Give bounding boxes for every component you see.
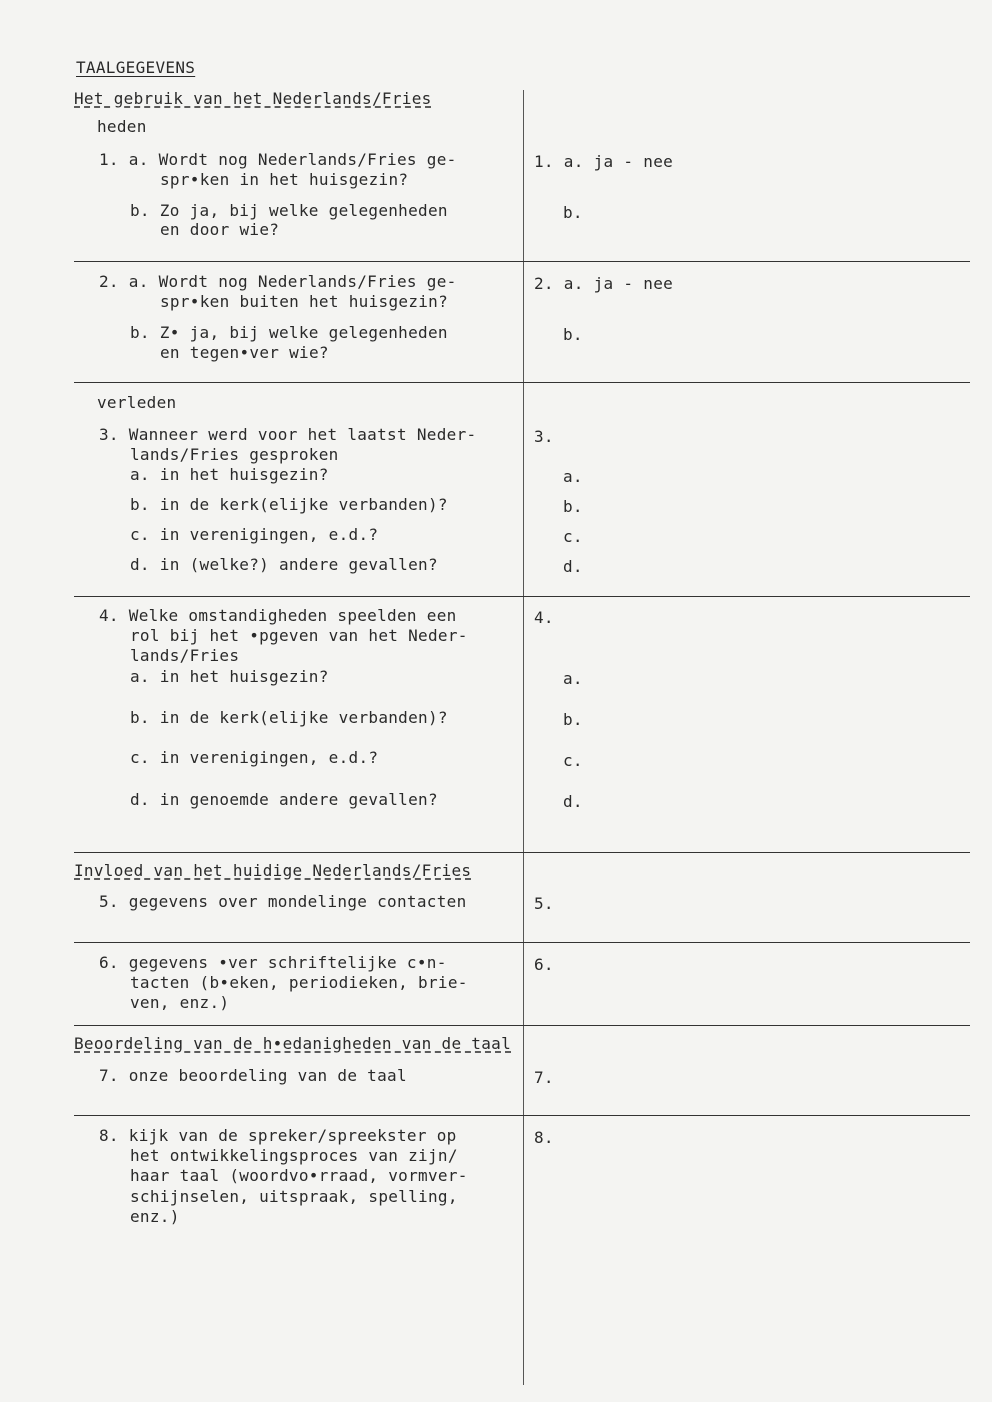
answer-3b: b.: [563, 497, 583, 516]
q8-line3: haar taal (woordvo•rraad, vormver-: [130, 1166, 468, 1185]
answer-4a: a.: [563, 669, 583, 688]
q1b-line2: en door wie?: [160, 220, 280, 239]
q4-line2: rol bij het •pgeven van het Neder-: [130, 626, 468, 645]
answer-4b: b.: [563, 710, 583, 729]
q6-line1: 6. gegevens •ver schriftelijke c•n-: [99, 953, 447, 972]
answer-2b: b.: [563, 325, 583, 344]
q8-line5: enz.): [130, 1207, 180, 1226]
divider: [74, 596, 970, 597]
q3c: c. in verenigingen, e.d.?: [130, 525, 379, 544]
answer-6: 6.: [534, 955, 554, 974]
q6-line3: ven, enz.): [130, 993, 230, 1012]
divider: [74, 1025, 970, 1026]
answer-4: 4.: [534, 608, 554, 627]
answer-2a: 2. a. ja - nee: [534, 274, 674, 293]
q1b-line1: b. Zo ja, bij welke gelegenheden: [130, 201, 448, 220]
q4-line3: lands/Fries: [130, 646, 240, 665]
subhead-verleden: verleden: [97, 393, 177, 412]
q2b-line2: en tegen•ver wie?: [160, 343, 329, 362]
q4a: a. in het huisgezin?: [130, 667, 329, 686]
subhead-heden: heden: [97, 117, 147, 136]
section-heading-usage: Het gebruik van het Nederlands/Fries: [74, 89, 432, 108]
divider: [74, 382, 970, 383]
q4-line1: 4. Welke omstandigheden speelden een: [99, 606, 457, 625]
q1a-line1: 1. a. Wordt nog Nederlands/Fries ge-: [99, 150, 457, 169]
answer-7: 7.: [534, 1068, 554, 1087]
answer-1b: b.: [563, 203, 583, 222]
q5: 5. gegevens over mondelinge contacten: [99, 892, 467, 911]
section-heading-assessment: Beoordeling van de h•edanigheden van de taal: [74, 1034, 512, 1053]
answer-4c: c.: [563, 751, 583, 770]
q2b-line1: b. Z• ja, bij welke gelegenheden: [130, 323, 448, 342]
q4d: d. in genoemde andere gevallen?: [130, 790, 438, 809]
answer-4d: d.: [563, 792, 583, 811]
answer-3a: a.: [563, 467, 583, 486]
answer-8: 8.: [534, 1128, 554, 1147]
q2a-line2: spr•ken buiten het huisgezin?: [160, 292, 449, 311]
divider: [74, 1115, 970, 1116]
q8-line4: schijnselen, uitspraak, spelling,: [130, 1187, 458, 1206]
q4b: b. in de kerk(elijke verbanden)?: [130, 708, 448, 727]
section-heading-influence: Invloed van het huidige Nederlands/Fries: [74, 861, 472, 880]
q7: 7. onze beoordeling van de taal: [99, 1066, 407, 1085]
divider: [74, 942, 970, 943]
q3-line1: 3. Wanneer werd voor het laatst Neder-: [99, 425, 477, 444]
answer-5: 5.: [534, 894, 554, 913]
q8-line2: het ontwikkelingsproces van zijn/: [130, 1146, 458, 1165]
page-title: TAALGEGEVENS: [76, 58, 196, 77]
q3d: d. in (welke?) andere gevallen?: [130, 555, 438, 574]
q4c: c. in verenigingen, e.d.?: [130, 748, 379, 767]
q3-line2: lands/Fries gesproken: [130, 445, 339, 464]
divider: [74, 261, 970, 262]
column-divider: [523, 90, 524, 1385]
divider: [74, 852, 970, 853]
q1a-line2: spr•ken in het huisgezin?: [160, 170, 409, 189]
q8-line1: 8. kijk van de spreker/spreekster op: [99, 1126, 457, 1145]
q6-line2: tacten (b•eken, periodieken, brie-: [130, 973, 468, 992]
answer-3d: d.: [563, 557, 583, 576]
answer-1a: 1. a. ja - nee: [534, 152, 674, 171]
q2a-line1: 2. a. Wordt nog Nederlands/Fries ge-: [99, 272, 457, 291]
answer-3c: c.: [563, 527, 583, 546]
q3a: a. in het huisgezin?: [130, 465, 329, 484]
answer-3: 3.: [534, 427, 554, 446]
q3b: b. in de kerk(elijke verbanden)?: [130, 495, 448, 514]
